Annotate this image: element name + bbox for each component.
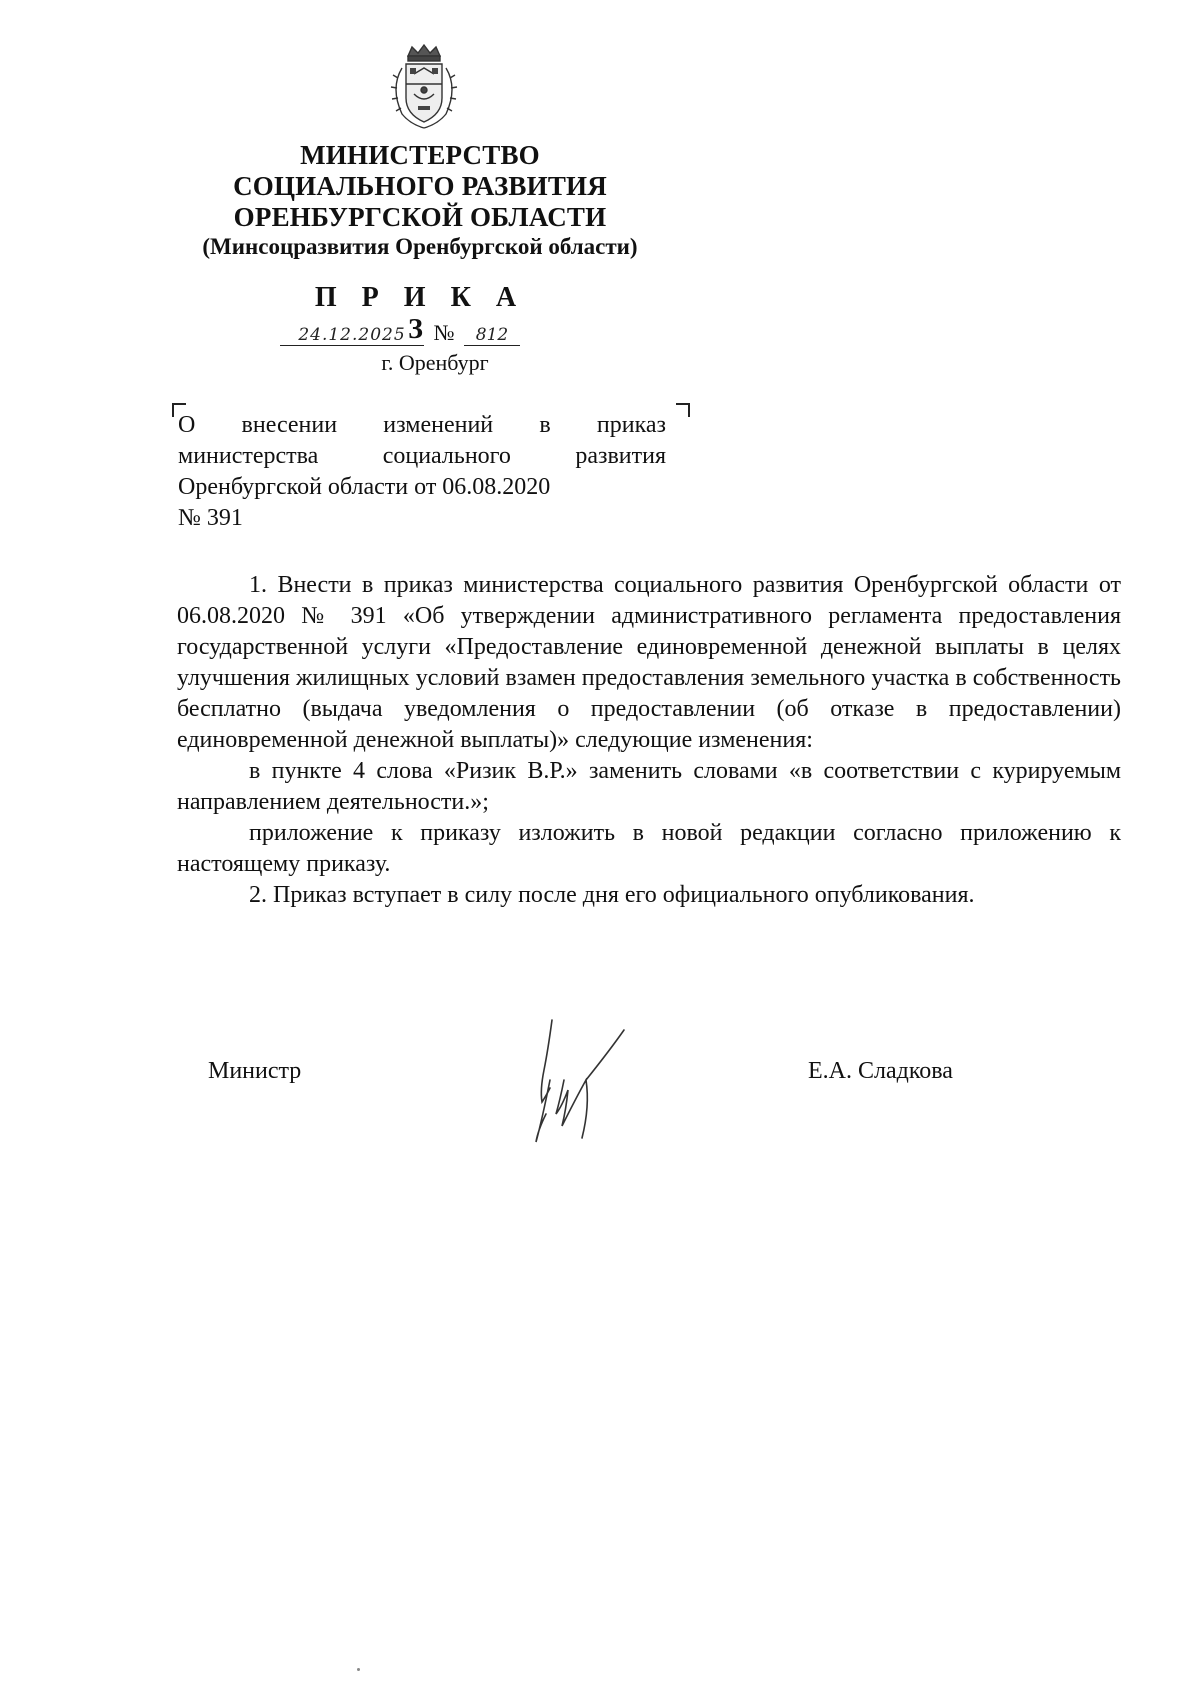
body-paragraph-3: приложение к приказу изложить в новой редакции согласно приложению к настоящему приказу. xyxy=(177,820,1121,877)
order-number: 812 xyxy=(464,325,520,346)
subject-line: министерства социального развития xyxy=(178,443,666,469)
coat-of-arms-icon xyxy=(384,42,464,132)
order-date-number xyxy=(280,320,520,350)
handwritten-signature xyxy=(520,1010,670,1160)
ministry-name-line-3: ОРЕНБУРГСКОЙ ОБЛАСТИ xyxy=(233,202,607,232)
subject-line: Оренбургской области от 06.08.2020 xyxy=(178,474,551,500)
signature-block xyxy=(0,1050,1200,1170)
body-paragraph-4: 2. Приказ вступает в силу после дня его официального опубликования. xyxy=(249,882,975,908)
order-city: г. Оренбург xyxy=(381,350,489,375)
subject-line: О внесении изменений в приказ xyxy=(178,412,666,438)
order-title: П Р И К А З xyxy=(314,282,526,345)
number-sign: № xyxy=(433,320,455,345)
order-body xyxy=(177,570,1121,911)
subject-line: № 391 xyxy=(178,505,243,531)
scan-speck xyxy=(357,1668,360,1671)
body-paragraph-2: в пункте 4 слова «Ризик В.Р.» заменить словами «в соответствии с курируемым направлением деятельности.»; xyxy=(177,758,1121,815)
body-paragraph-1: 1. Внести в приказ министерства социального развития Оренбургской области от 06.08.2020 № 391 «Об утверждении административного регламента предоставления государственной услуги «Предоставление единовременной денежной выплаты в целях улучшения жилищных условий взамен предоставления земельного участка в собственность бесплатно (выдача уведомления о предоставлении (об отказе в предоставлении) единовременной денежной выплаты)» следующие изменения: xyxy=(177,572,1121,753)
order-subject xyxy=(178,410,666,534)
order-date: 24.12.2025 xyxy=(280,325,424,346)
signatory-name: Е.А. Сладкова xyxy=(808,1058,953,1084)
signatory-title: Министр xyxy=(208,1058,302,1084)
subject-corner-right xyxy=(676,403,690,417)
ministry-name-line-1: МИНИСТЕРСТВО xyxy=(300,140,540,170)
ministry-name-line-2: СОЦИАЛЬНОГО РАЗВИТИЯ xyxy=(233,171,607,201)
ministry-short-name: (Минсоцразвития Оренбургской области) xyxy=(202,234,638,259)
